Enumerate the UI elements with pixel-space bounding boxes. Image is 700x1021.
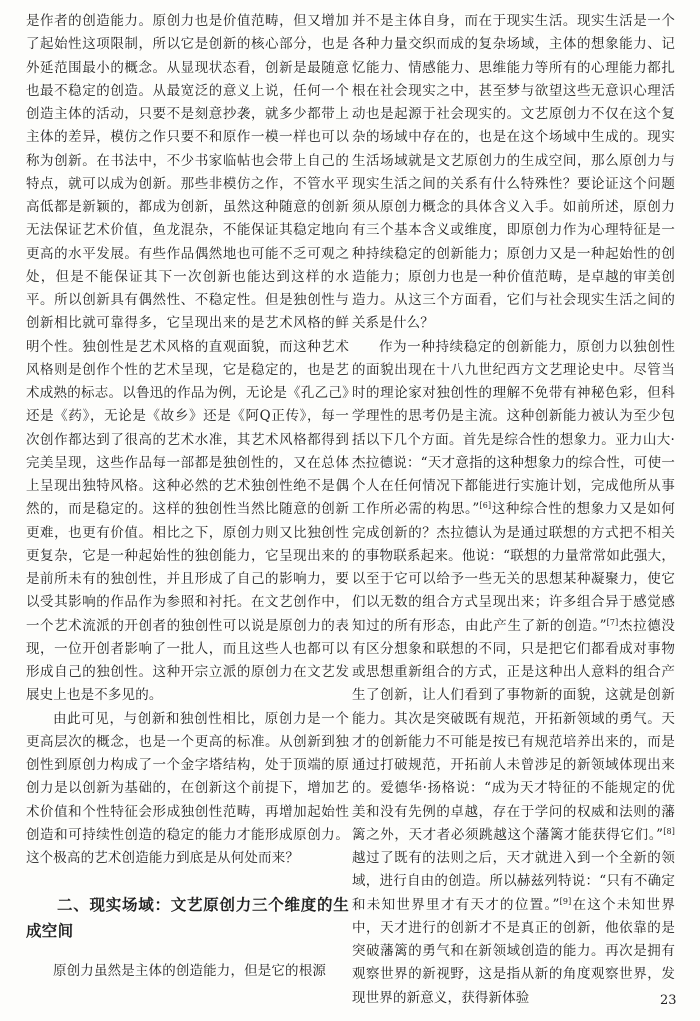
text-run: 杰拉德没有区分想象和联想的不同，只是把它们都看成对事物或思想重新组合的方式，正是这种出人意料的组合产生了创新，让人们看到了事物新的面貌，这就是创新能力。其次是突破既有规范，开拓新领域的勇气。天才的创新能力不可能是按已有规范培养出来的，而是通过打破规范，开拓前人未曾涉足的新领域体现出来的。爱德华·扬格说：“成为天才特征的不能规定的优美和没有先例的卓越，存在于学问的权威和法则的藩篱之外，天才者必须跳越这个藩篱才能获得它们。” bbox=[352, 617, 675, 843]
text-run: 越过了既有的法则之后，天才就进入到一个全新的领域，进行自由的创造。所以赫兹列特说：“只有不确定和未知世界里才有天才的位置。” bbox=[352, 850, 675, 913]
page-number: 23 bbox=[660, 993, 677, 1008]
body-paragraph bbox=[352, 336, 675, 1010]
text-run: 作为一种持续稳定的创新能力，原创力以独创性的面貌出现在十八九世纪西方文艺理论史中。尽管当时的理论家对独创性的理解不免带有神秘色彩，但科学理性的思考仍是主流。这种创新能力被认为至少包括以下几个方面。首先是综合性的想象力。亚力山大·杰拉德说：“天才意指的这种想象力的综合性，可使一个人在任何情况下都能进行实施计划，完成他所从事工作所必需的构思。” bbox=[352, 338, 675, 518]
body-paragraph: 由此可见，与创新和独创性相比，原创力是一个更高层次的概念，也是一个更高的标准。从创新到独创性到原创力构成了一个金字塔结构，处于顶端的原创力是以创新为基础的，在创新这个前提下，增加艺术价值和个性特征会形成独创性范畴，再增加起始性创造和可持续性创造的稳定的能力才能形成原创力。这个极高的艺术创造能力到底是从何处而来？ bbox=[26, 710, 349, 866]
body-paragraph: 原创力虽然是主体的创造能力，但是它的根源 bbox=[53, 963, 326, 980]
body-paragraph: 并不是主体自身，而在于现实生活。现实生活是一个各种力量交织而成的复杂场域，主体的想象能力、记忆能力、情感能力、思维能力等所有的心理能力都扎根在社会现实之中，甚至梦与欲望这些无意识心理活动也是起源于社会现实的。文艺原创力不仅在这个复杂的场域中存在的，也是在这个场域中生成的。现实生活场域就是文艺原创力的生成空间，那么原创力与现实生活之间的关系有什么特殊性？要论证这个问题须从原创力概念的具体含义入手。如前所述，原创力有三个基本含义或维度，即原创力作为心理特征是一种持续稳定的创新能力；原创力又是一种起始性的创造能力；原创力也是一种价值范畴，是卓越的审美创造力。从这三个方面看，它们与社会现实生活之间的关系是什么？ bbox=[352, 13, 675, 332]
citation-ref: [9] bbox=[559, 896, 572, 906]
body-paragraph: 是作者的创造能力。原创力也是价值范畴，但又增加了起始性这项限制，所以它是创新的核心部分，也是外延范围最小的概念。从显现状态看，创新是最随意也最不稳定的创造。从最宽泛的意义上说，任何一个创造主体的活动，只要不是刻意抄袭，就多少都带上主体的差异，模仿之作只要不和原作一模一样也可以称为创新。在书法中，不少书家临帖也会带上自己的特点，就可以成为创新。那些非模仿之作，不管水平高低都是新颖的，都成为创新，虽然这种随意的创新无法保证艺术价值，鱼龙混杂，不能保证其稳定地向更高的水平发展。有些作品偶然地也可能不乏可观之处，但是不能保证其下一次创新也能达到这样的水平。所以创新具有偶然性、不稳定性。但是独创性与创新相比就可靠得多，它呈现出来的是艺术风格的鲜明个性。独创性是艺术风格的直观面貌，而这种艺术风格则是创作个性的艺术呈现，它是稳定的，也是艺术成熟的标志。以鲁迅的作品为例，无论是《孔乙己》还是《药》，无论是《故乡》还是《阿Q正传》，每一次创作都达到了很高的艺术水准，其艺术风格都得到完美呈现，这些作品每一部都是独创性的，又在总体上呈现出独特风格。这种必然的艺术独创性绝不是偶然的，而是稳定的。这样的独创性当然比随意的创新更难，也更有价值。相比之下，原创力则又比独创性更复杂，它是一种起始性的独创能力，它呈现出来的是前所未有的独创性，并且形成了自己的影响力，要以受其影响的作品作为参照和衬托。在文艺创作中，一个艺术流派的开创者的独创性可以说是原创力的表现，一位开创者影响了一批人，而且这些人也都可以形成自己的独创性。这种开宗立派的原创力在文艺发展史上也是不多见的。 bbox=[26, 13, 349, 704]
text-run: 这种综合性的想象力又是如何完成创新的？杰拉德认为是通过联想的方式把不相关的事物联系起来。他说：“联想的力量常常如此强大，以至于它可以给予一些无关的思想某种凝聚力，使它们以无数的组合方式呈现出来；许多组合异于感觉感知过的所有形态，由此产生了新的创造。” bbox=[352, 501, 676, 634]
citation-ref: [7] bbox=[606, 617, 619, 627]
left-column bbox=[26, 10, 349, 1000]
section-heading: 二、现实场域：文艺原创力三个维度的生成空间 bbox=[26, 896, 349, 941]
citation-ref: [6] bbox=[479, 501, 492, 511]
text-run: 在这个未知世界中，天才进行的创新才不是真正的创新，他依靠的是突破藩篱的勇气和在新领域创造的能力。再次是拥有观察世界的新视野，这是指从新的角度观察世界，发现世界的新意义，获得新体验 bbox=[352, 896, 675, 1006]
citation-ref: [8] bbox=[663, 826, 675, 836]
